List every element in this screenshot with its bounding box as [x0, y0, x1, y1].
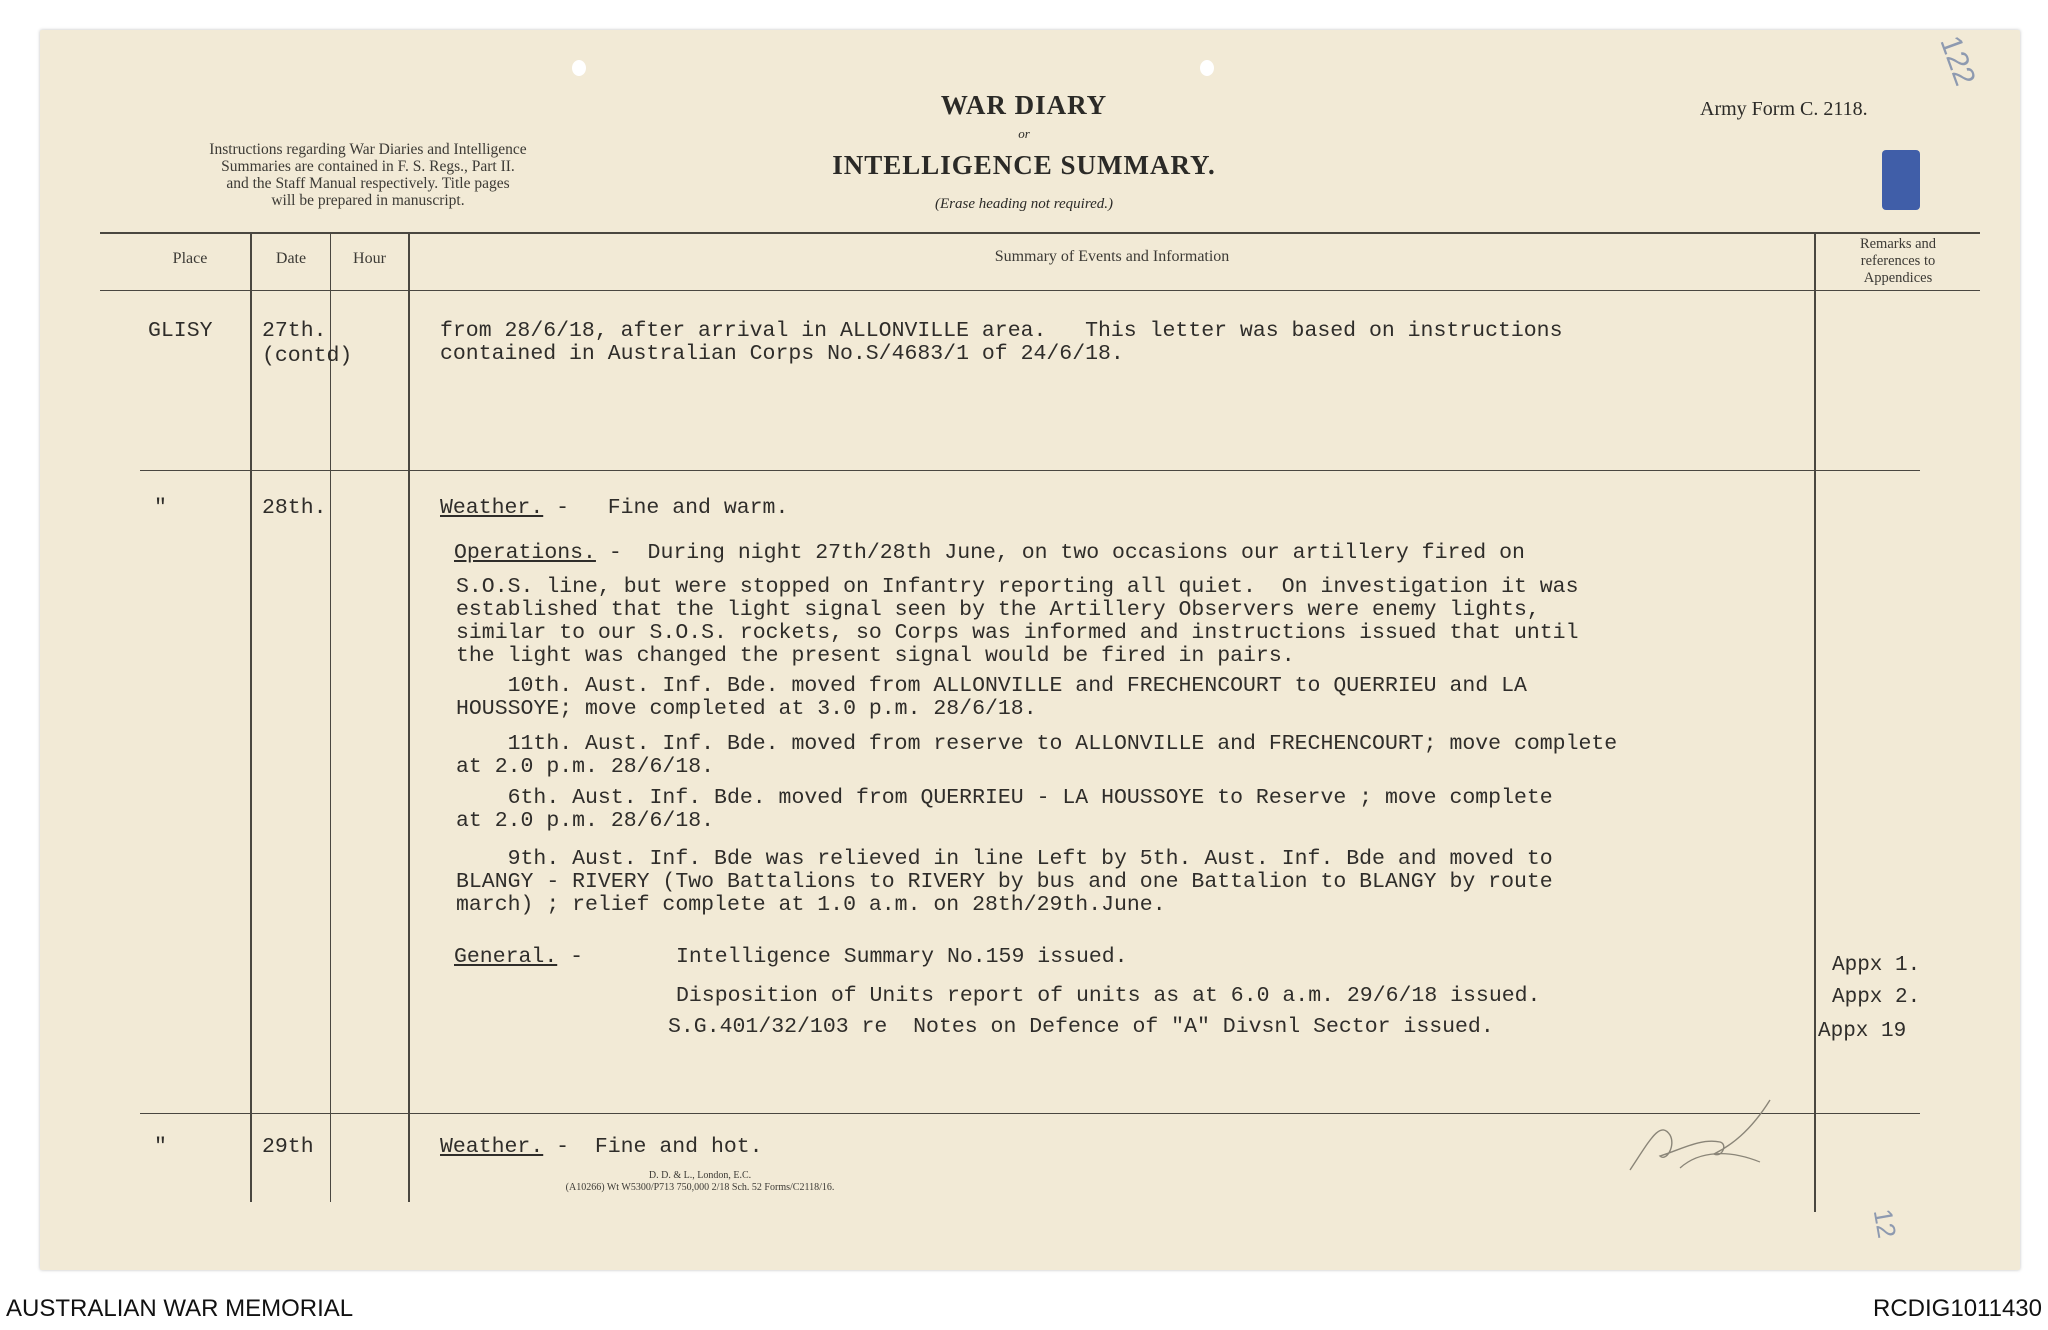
entry-place: GLISY: [148, 319, 213, 343]
imprint-line: D. D. & L., London, E.C.: [648, 1170, 752, 1181]
entry-place: ": [154, 1135, 167, 1159]
weather-label: Weather.: [440, 1135, 544, 1159]
remarks-header-line: Remarks and: [1859, 236, 1937, 252]
title-or: or: [1018, 126, 1030, 141]
appendix-ref: Appx 2.: [1832, 986, 1921, 1009]
instructions-line: Instructions regarding War Diaries and Intelligence: [209, 141, 527, 158]
general-label: General.: [454, 945, 558, 969]
blue-crayon-mark: [1882, 150, 1920, 210]
column-header-summary: Summary of Events and Information: [994, 248, 1230, 265]
page-number: 122: [1933, 31, 1982, 90]
rule-top: [100, 232, 1980, 234]
entry-text: HOUSSOYE; move completed at 3.0 p.m. 28/6/18.: [456, 697, 1037, 721]
entry-place: ": [154, 496, 167, 520]
handwritten-signature: [1610, 1080, 1790, 1190]
title-intelligence-summary: INTELLIGENCE SUMMARY.: [832, 150, 1216, 180]
entry-date: 28th.: [262, 496, 327, 520]
entry-date-contd: (contd): [262, 344, 353, 368]
operations-text: - During night 27th/28th June, on two occasions our artillery fired on: [595, 541, 1525, 565]
col-divider-hour: [408, 232, 410, 1202]
col-divider-date: [330, 232, 331, 1202]
column-header-hour: Hour: [353, 250, 386, 267]
general-item: Intelligence Summary No.159 issued.: [676, 945, 1128, 969]
footer-archive-name: AUSTRALIAN WAR MEMORIAL: [6, 1295, 354, 1322]
column-header-place: Place: [172, 250, 208, 267]
entry-text: at 2.0 p.m. 28/6/18.: [456, 809, 715, 833]
weather-text: - Fine and warm.: [543, 496, 789, 520]
col-divider-place: [250, 232, 252, 1202]
punch-hole: [572, 60, 586, 76]
instructions-line: will be prepared in manuscript.: [271, 192, 465, 209]
form-number: Army Form C. 2118.: [1700, 98, 1868, 120]
entry-text: 9th. Aust. Inf. Bde was relieved in line Left by 5th. Aust. Inf. Bde and moved to: [456, 847, 1553, 871]
punch-hole: [1200, 60, 1214, 76]
entry-text: S.O.S. line, but were stopped on Infantry reporting all quiet. On investigation it was: [456, 575, 1579, 599]
title-war-diary: WAR DIARY: [940, 90, 1108, 120]
entry-text: march) ; relief complete at 1.0 a.m. on 28th/29th.June.: [456, 893, 1166, 917]
col-divider-summary: [1814, 232, 1816, 1212]
weather-label: Weather.: [440, 496, 544, 520]
remarks-header-line: Appendices: [1863, 270, 1933, 286]
weather-line: [440, 497, 788, 520]
entry-text: the light was changed the present signal would be fired in pairs.: [456, 644, 1295, 668]
entry-date: 27th.: [262, 319, 327, 343]
entry-text: from 28/6/18, after arrival in ALLONVILLE area. This letter was based on instructions: [440, 319, 1563, 343]
rule-header-bottom: [100, 290, 1980, 291]
operations-label: Operations.: [454, 541, 596, 565]
appendix-ref: Appx 1.: [1832, 954, 1921, 977]
entry-text: 10th. Aust. Inf. Bde. moved from ALLONVILLE and FRECHENCOURT to QUERRIEU and LA: [456, 674, 1527, 698]
general-item: S.G.401/32/103 re Notes on Defence of "A" Divsnl Sector issued.: [668, 1015, 1494, 1039]
entry-text: 11th. Aust. Inf. Bde. moved from reserve to ALLONVILLE and FRECHENCOURT; move complete: [456, 732, 1618, 756]
printer-imprint: [470, 1170, 930, 1194]
general-line: [454, 946, 583, 969]
entry-text: contained in Australian Corps No.S/4683/1 of 24/6/18.: [440, 342, 1124, 366]
weather-line: [440, 1136, 763, 1159]
column-header-remarks: [1816, 236, 1980, 287]
weather-text: - Fine and hot.: [543, 1135, 763, 1159]
remarks-header-line: references to: [1860, 253, 1936, 269]
appendix-ref: Appx 19: [1818, 1020, 1907, 1043]
column-header-date: Date: [275, 250, 307, 267]
imprint-line: (A10266) Wt W5300/P713 750,000 2/18 Sch. 52 Forms/C2118/16.: [565, 1182, 835, 1193]
entry-text: at 2.0 p.m. 28/6/18.: [456, 755, 715, 779]
page-number-lower: 12: [1867, 1206, 1903, 1241]
entry-text: BLANGY - RIVERY (Two Battalions to RIVERY by bus and one Battalion to BLANGY by route: [456, 870, 1553, 894]
erase-note: (Erase heading not required.): [934, 196, 1114, 212]
instructions-line: Summaries are contained in F. S. Regs., Part II.: [221, 158, 515, 175]
entry-text: 6th. Aust. Inf. Bde. moved from QUERRIEU - LA HOUSSOYE to Reserve ; move complete: [456, 786, 1553, 810]
general-dash: -: [557, 945, 584, 969]
entry-date: 29th: [262, 1135, 314, 1159]
entry-text: established that the light signal seen by the Artillery Observers were enemy lights,: [456, 598, 1540, 622]
rule-row-1: [140, 470, 1920, 471]
general-item: Disposition of Units report of units as at 6.0 a.m. 29/6/18 issued.: [676, 984, 1541, 1008]
operations-line: [454, 542, 1525, 565]
instructions-line: and the Staff Manual respectively. Title pages: [226, 175, 510, 192]
footer-record-id: RCDIG1011430: [1873, 1295, 2042, 1322]
entry-text: similar to our S.O.S. rockets, so Corps was informed and instructions issued that until: [456, 621, 1579, 645]
